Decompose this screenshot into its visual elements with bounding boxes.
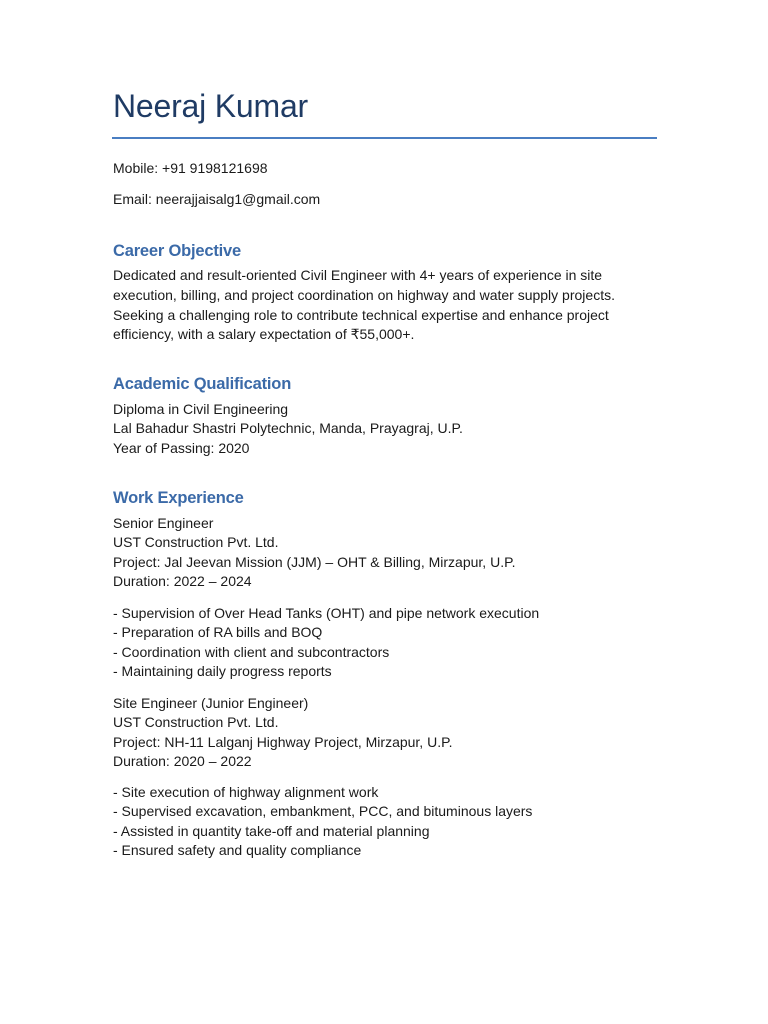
duty-item: - Site execution of highway alignment work (113, 784, 379, 800)
career-objective-text: Dedicated and result-oriented Civil Engineer with 4+ years of experience in site execution, billing, and project coordination on highway and water supply projects. Seeking a challenging role to contribute technical expertise and enhance project efficiency, with a salary expectation of ₹55,000+. (113, 267, 615, 343)
duty-item: - Supervised excavation, embankment, PCC, and bituminous layers (113, 803, 533, 820)
degree: Diploma in Civil Engineering (113, 401, 289, 417)
job-company: UST Construction Pvt. Ltd. (113, 534, 279, 551)
academic-qualification-details (113, 400, 463, 458)
email-address: Email: neerajjaisalg1@gmail.com (113, 191, 321, 207)
year-of-passing: Year of Passing: 2020 (113, 439, 250, 456)
institution: Lal Bahadur Shastri Polytechnic, Manda, Prayagraj, U.P. (113, 420, 463, 437)
job-role: Senior Engineer (113, 515, 214, 531)
duty-item: - Assisted in quantity take-off and material planning (113, 822, 430, 839)
job-project: Project: Jal Jeevan Mission (JJM) – OHT & Billing, Mirzapur, U.P. (113, 553, 516, 570)
job-duration: Duration: 2022 – 2024 (113, 573, 252, 590)
job-2-duties (113, 783, 532, 861)
duty-item: - Preparation of RA bills and BOQ (113, 624, 323, 641)
duty-item: - Maintaining daily progress reports (113, 663, 332, 680)
work-experience-heading: Work Experience (113, 489, 244, 507)
job-2-header (113, 694, 453, 772)
job-company: UST Construction Pvt. Ltd. (113, 714, 279, 731)
duty-item: - Supervision of Over Head Tanks (OHT) and pipe network execution (113, 605, 540, 621)
duty-item: - Ensured safety and quality compliance (113, 842, 362, 859)
job-1-header (113, 514, 516, 592)
job-duration: Duration: 2020 – 2022 (113, 753, 252, 770)
academic-qualification-heading: Academic Qualification (113, 375, 292, 393)
duty-item: - Coordination with client and subcontractors (113, 643, 390, 660)
mobile-number: Mobile: +91 9198121698 (113, 160, 268, 176)
job-1-duties (113, 604, 539, 682)
career-objective-heading: Career Objective (113, 242, 241, 260)
candidate-name: Neeraj Kumar (113, 88, 309, 124)
header-divider (112, 137, 657, 139)
job-role: Site Engineer (Junior Engineer) (113, 695, 309, 711)
job-project: Project: NH-11 Lalganj Highway Project, Mirzapur, U.P. (113, 733, 453, 750)
